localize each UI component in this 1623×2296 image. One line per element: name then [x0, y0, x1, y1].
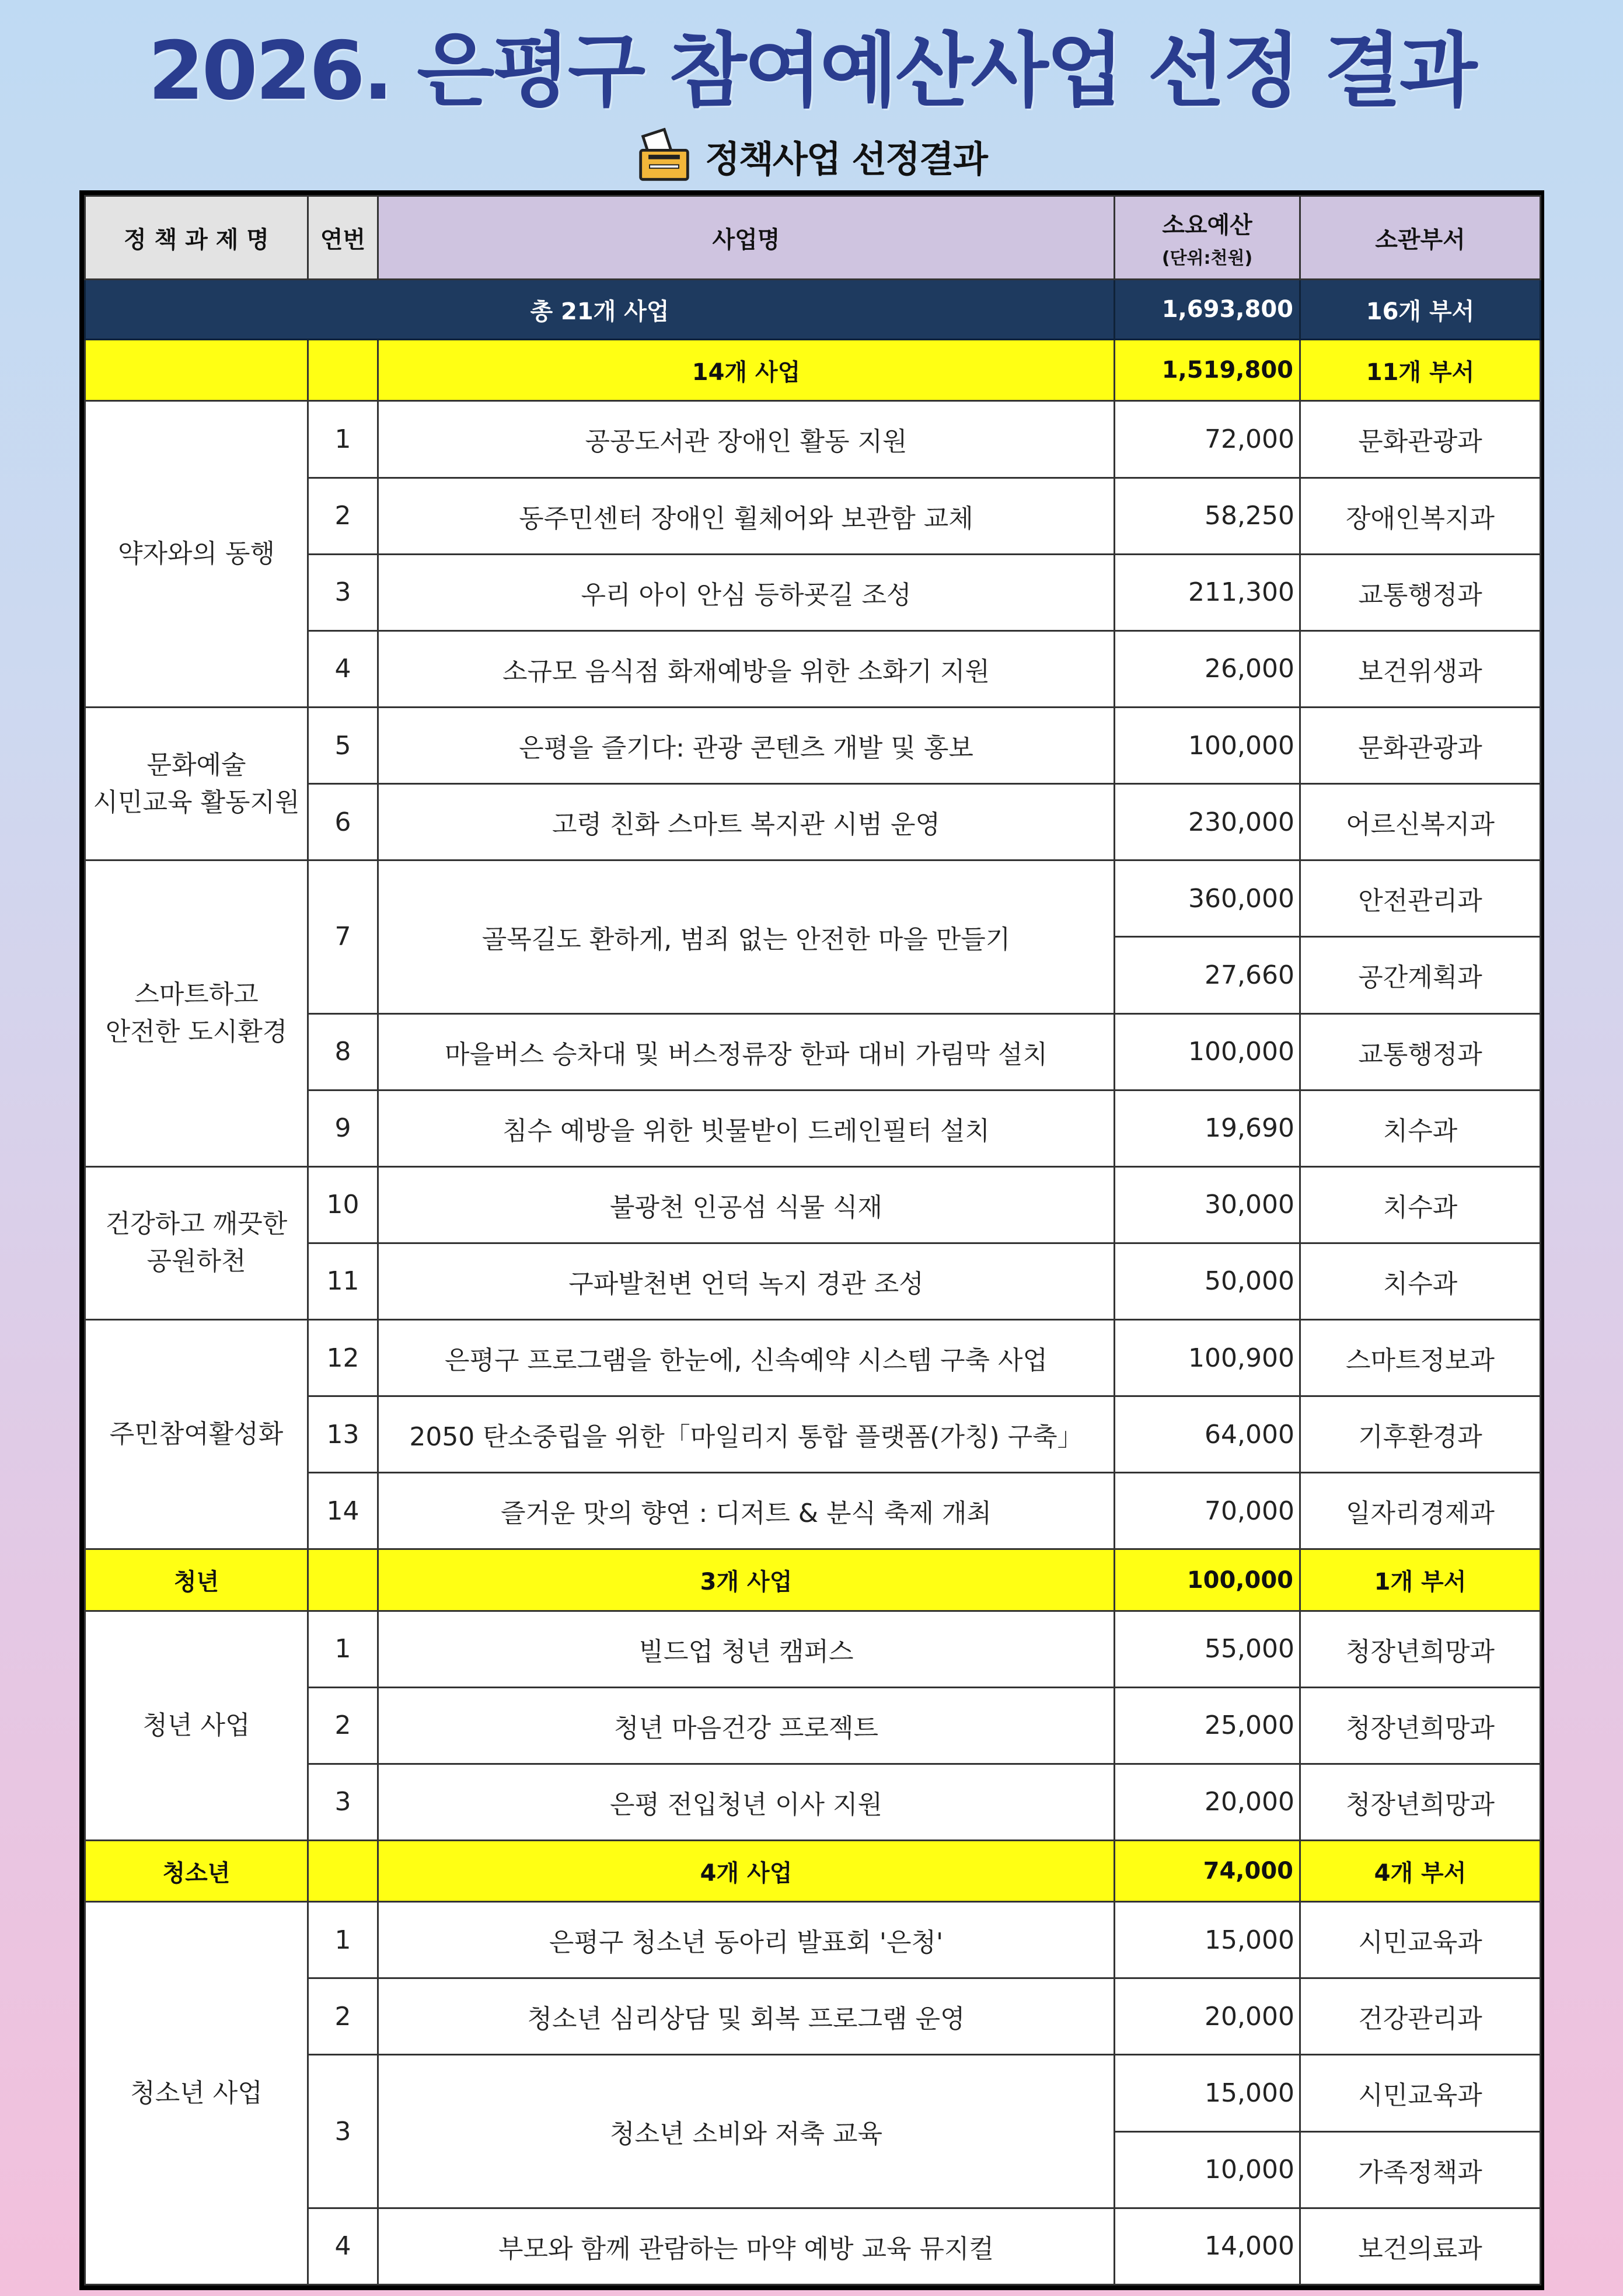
row-dept: 교통행정과 — [1300, 1013, 1541, 1090]
header-dept: 소관부서 — [1300, 196, 1541, 280]
row-name: 은평 전입청년 이사 지원 — [378, 1764, 1115, 1840]
row-dept: 안전관리과 — [1300, 860, 1541, 937]
row-dept: 문화관광과 — [1300, 707, 1541, 783]
row-no: 2 — [308, 1687, 378, 1764]
section-no-cell — [308, 340, 378, 401]
row-name: 청소년 심리상담 및 회복 프로그램 운영 — [378, 1978, 1115, 2055]
header-no: 연번 — [308, 196, 378, 280]
table-row — [85, 1611, 1541, 1687]
row-no: 1 — [308, 401, 378, 478]
row-no: 3 — [308, 1764, 378, 1840]
row-budget: 70,000 — [1115, 1473, 1300, 1549]
row-no: 5 — [308, 707, 378, 783]
row-dept: 청장년희망과 — [1300, 1687, 1541, 1764]
row-name: 소규모 음식점 화재예방을 위한 소화기 지원 — [378, 630, 1115, 707]
header-budget — [1115, 196, 1300, 280]
subtitle: 정책사업 선정결과 — [705, 137, 987, 180]
row-dept: 어르신복지과 — [1300, 784, 1541, 860]
section-label: 청소년 — [85, 1841, 308, 1902]
row-dept: 가족정책과 — [1300, 2131, 1541, 2208]
row-no: 2 — [308, 478, 378, 554]
category-line: 시민교육 활동지원 — [93, 787, 300, 817]
row-no: 10 — [308, 1166, 378, 1243]
row-dept: 일자리경제과 — [1300, 1473, 1541, 1549]
subtitle-block — [0, 124, 1623, 188]
row-name: 청년 마음건강 프로젝트 — [378, 1687, 1115, 1764]
category-cell — [85, 860, 308, 1167]
category-cell — [85, 707, 308, 860]
section-dept: 4개 부서 — [1300, 1841, 1541, 1902]
row-name: 고령 친화 스마트 복지관 시범 운영 — [378, 784, 1115, 860]
table-row — [85, 1902, 1541, 1978]
row-no: 4 — [308, 630, 378, 707]
row-no: 1 — [308, 1611, 378, 1687]
row-budget: 30,000 — [1115, 1166, 1300, 1243]
table-header-row — [85, 196, 1541, 280]
row-no: 12 — [308, 1320, 378, 1396]
row-dept: 기후환경과 — [1300, 1396, 1541, 1473]
row-budget: 26,000 — [1115, 630, 1300, 707]
row-budget: 20,000 — [1115, 1764, 1300, 1840]
total-budget: 1,693,800 — [1115, 280, 1300, 340]
row-budget: 211,300 — [1115, 554, 1300, 630]
header-budget-label: 소요예산 — [1162, 211, 1252, 239]
section-dept: 1개 부서 — [1300, 1549, 1541, 1611]
row-dept: 공간계획과 — [1300, 937, 1541, 1013]
row-no: 4 — [308, 2208, 378, 2284]
table-row — [85, 1320, 1541, 1396]
row-no: 9 — [308, 1090, 378, 1166]
category-line: 문화예술 — [146, 750, 246, 780]
row-dept: 문화관광과 — [1300, 401, 1541, 478]
results-table-frame — [79, 190, 1544, 2290]
section-row — [85, 340, 1541, 401]
row-budget: 25,000 — [1115, 1687, 1300, 1764]
row-no: 3 — [308, 2055, 378, 2208]
category-cell: 청소년 사업 — [85, 1902, 308, 2285]
category-line: 안전한 도시환경 — [105, 1017, 288, 1047]
section-count: 4개 사업 — [378, 1841, 1115, 1902]
row-dept: 시민교육과 — [1300, 1902, 1541, 1978]
row-budget: 100,000 — [1115, 1013, 1300, 1090]
row-budget: 50,000 — [1115, 1243, 1300, 1319]
row-name: 골목길도 환하게, 범죄 없는 안전한 마을 만들기 — [378, 860, 1115, 1013]
category-cell — [85, 1166, 308, 1319]
section-no-cell — [308, 1549, 378, 1611]
row-dept: 치수과 — [1300, 1090, 1541, 1166]
table-row — [85, 860, 1541, 937]
row-name: 은평구 프로그램을 한눈에, 신속예약 시스템 구축 사업 — [378, 1320, 1115, 1396]
row-budget: 55,000 — [1115, 1611, 1300, 1687]
row-budget: 27,660 — [1115, 937, 1300, 1013]
section-count: 3개 사업 — [378, 1549, 1115, 1611]
row-name: 불광천 인공섬 식물 식재 — [378, 1166, 1115, 1243]
row-name: 은평을 즐기다: 관광 콘텐츠 개발 및 홍보 — [378, 707, 1115, 783]
row-dept: 시민교육과 — [1300, 2055, 1541, 2131]
category-line: 공원하천 — [146, 1246, 246, 1277]
total-label: 총 21개 사업 — [85, 280, 1115, 340]
row-no: 3 — [308, 554, 378, 630]
section-budget: 100,000 — [1115, 1549, 1300, 1611]
table-row — [85, 707, 1541, 783]
row-name: 2050 탄소중립을 위한「마일리지 통합 플랫폼(가칭) 구축」 — [378, 1396, 1115, 1473]
row-dept: 치수과 — [1300, 1166, 1541, 1243]
row-name: 동주민센터 장애인 휠체어와 보관함 교체 — [378, 478, 1115, 554]
row-dept: 보건의료과 — [1300, 2208, 1541, 2284]
row-no: 7 — [308, 860, 378, 1013]
section-no-cell — [308, 1841, 378, 1902]
row-dept: 장애인복지과 — [1300, 478, 1541, 554]
row-budget: 15,000 — [1115, 2055, 1300, 2131]
row-no: 2 — [308, 1978, 378, 2055]
category-cell: 주민참여활성화 — [85, 1320, 308, 1549]
row-budget: 10,000 — [1115, 2131, 1300, 2208]
row-budget: 19,690 — [1115, 1090, 1300, 1166]
row-budget: 230,000 — [1115, 784, 1300, 860]
row-budget: 360,000 — [1115, 860, 1300, 937]
section-count: 14개 사업 — [378, 340, 1115, 401]
row-no: 8 — [308, 1013, 378, 1090]
row-name: 빌드업 청년 캠퍼스 — [378, 1611, 1115, 1687]
row-name: 구파발천변 언덕 녹지 경관 조성 — [378, 1243, 1115, 1319]
row-no: 13 — [308, 1396, 378, 1473]
row-budget: 100,000 — [1115, 707, 1300, 783]
row-no: 1 — [308, 1902, 378, 1978]
row-name: 부모와 함께 관람하는 마약 예방 교육 뮤지컬 — [378, 2208, 1115, 2284]
row-name: 마을버스 승차대 및 버스정류장 한파 대비 가림막 설치 — [378, 1013, 1115, 1090]
row-budget: 58,250 — [1115, 478, 1300, 554]
section-row — [85, 1549, 1541, 1611]
row-name: 청소년 소비와 저축 교육 — [378, 2055, 1115, 2208]
row-dept: 치수과 — [1300, 1243, 1541, 1319]
row-dept: 청장년희망과 — [1300, 1611, 1541, 1687]
row-budget: 20,000 — [1115, 1978, 1300, 2055]
page-title: 2026. 은평구 참여예산사업 선정 결과 — [148, 24, 1475, 118]
table-row — [85, 1166, 1541, 1243]
section-label: 청년 — [85, 1549, 308, 1611]
row-budget: 64,000 — [1115, 1396, 1300, 1473]
row-name: 즐거운 맛의 향연 : 디저트 & 분식 축제 개최 — [378, 1473, 1115, 1549]
ballot-box-icon — [636, 128, 692, 184]
section-row — [85, 1841, 1541, 1902]
row-no: 11 — [308, 1243, 378, 1319]
header-category: 정 책 과 제 명 — [85, 196, 308, 280]
section-budget: 1,519,800 — [1115, 340, 1300, 401]
category-cell: 약자와의 동행 — [85, 401, 308, 708]
row-name: 우리 아이 안심 등하굣길 조성 — [378, 554, 1115, 630]
row-no: 6 — [308, 784, 378, 860]
category-cell: 청년 사업 — [85, 1611, 308, 1840]
row-dept: 보건위생과 — [1300, 630, 1541, 707]
section-dept: 11개 부서 — [1300, 340, 1541, 401]
table-row — [85, 401, 1541, 478]
row-name: 공공도서관 장애인 활동 지원 — [378, 401, 1115, 478]
row-name: 침수 예방을 위한 빗물받이 드레인필터 설치 — [378, 1090, 1115, 1166]
section-label — [85, 340, 308, 401]
row-no: 14 — [308, 1473, 378, 1549]
row-dept: 교통행정과 — [1300, 554, 1541, 630]
row-dept: 청장년희망과 — [1300, 1764, 1541, 1840]
header-budget-unit: (단위:천원) — [1161, 248, 1253, 269]
row-budget: 100,900 — [1115, 1320, 1300, 1396]
header-name: 사업명 — [378, 196, 1115, 280]
section-budget: 74,000 — [1115, 1841, 1300, 1902]
results-table — [84, 195, 1541, 2285]
row-budget: 14,000 — [1115, 2208, 1300, 2284]
total-row — [85, 280, 1541, 340]
row-dept: 건강관리과 — [1300, 1978, 1541, 2055]
row-dept: 스마트정보과 — [1300, 1320, 1541, 1396]
category-line: 건강하고 깨끗한 — [105, 1209, 288, 1239]
row-name: 은평구 청소년 동아리 발표회 '은청' — [378, 1902, 1115, 1978]
total-dept: 16개 부서 — [1300, 280, 1541, 340]
row-budget: 72,000 — [1115, 401, 1300, 478]
category-line: 스마트하고 — [134, 980, 259, 1009]
row-budget: 15,000 — [1115, 1902, 1300, 1978]
